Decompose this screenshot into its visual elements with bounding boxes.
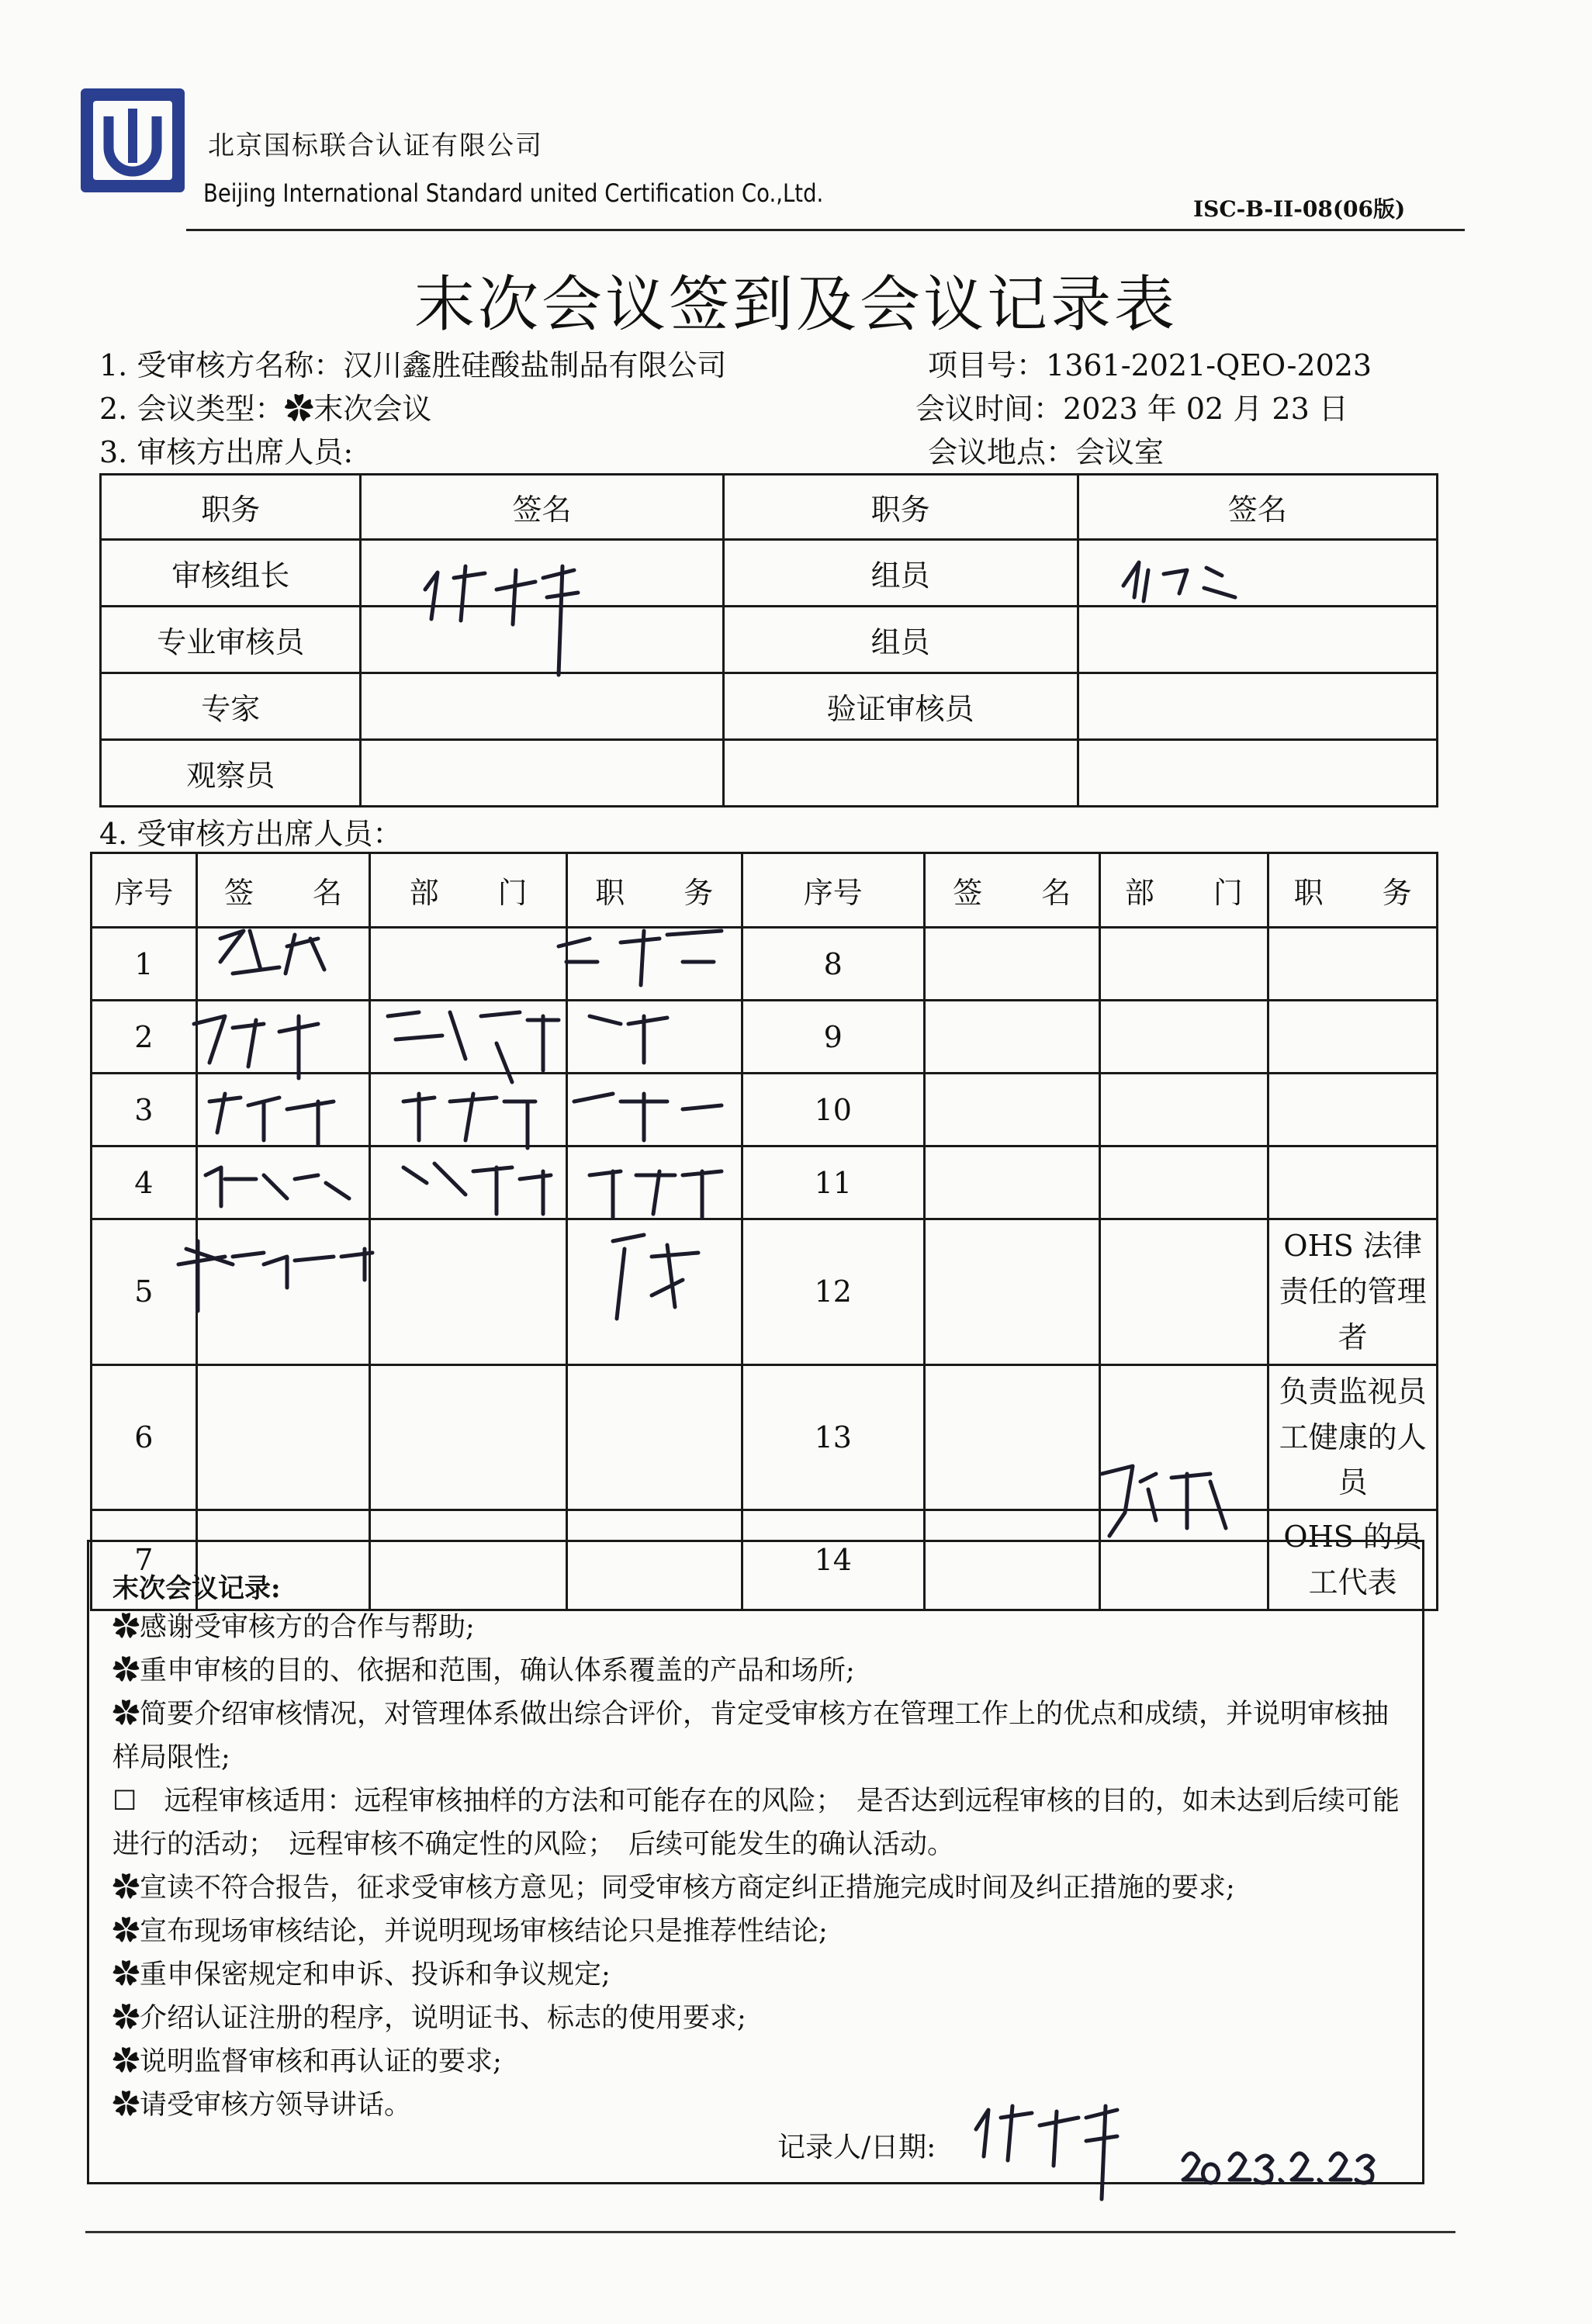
signature-cell [1078,740,1437,807]
meeting-type-value: ✿末次会议 [284,392,432,426]
project-line [928,341,1372,384]
meeting-records-box [87,1540,1424,2184]
company-name-en: Beijing International Standard united Certification Co.,Ltd. [203,178,824,208]
role-cell: 验证审核员 [723,673,1078,740]
row-number: 6 [92,1364,197,1510]
signature-cell [1078,540,1437,607]
row-number: 2 [92,1001,197,1074]
header-signature: 签名 [1078,475,1437,540]
record-item: ✿介绍认证注册的程序，说明证书、标志的使用要求; [112,2003,746,2034]
meeting-place-line [928,428,1164,471]
signature-cell [1078,673,1437,740]
header-divider [186,229,1465,231]
meeting-type-label: 2. 会议类型： [99,392,285,426]
role-cell: 审核组长 [101,540,361,607]
row-number: 13 [742,1364,924,1510]
row-number: 12 [742,1219,924,1365]
signature-cell [196,1001,370,1074]
position-cell [1268,928,1438,1001]
record-item: ✿重申保密规定和申诉、投诉和争议规定; [112,1959,611,1990]
row-number: 9 [742,1001,924,1074]
record-item: ✿重申审核的目的、依据和范围，确认体系覆盖的产品和场所; [112,1655,855,1686]
signature-cell [924,1364,1099,1510]
row-number: 4 [92,1146,197,1219]
row-number: 11 [742,1146,924,1219]
signature-cell [196,928,370,1001]
department-cell [370,1146,567,1219]
position-cell [566,928,742,1001]
header-no: 序号 [742,853,924,928]
auditee-value: 汉川鑫胜硅酸盐制品有限公司 [343,348,727,382]
auditee-name-line [99,341,726,384]
meeting-place-label: 会议地点： [928,435,1076,469]
auditee-label: 1. 受审核方名称： [99,348,344,382]
signature-cell [924,928,1099,1001]
record-item: ✿宣布现场审核结论，并说明现场审核结论只是推荐性结论; [112,1916,828,1947]
role-cell: 专家 [101,673,361,740]
position-cell [1268,1146,1438,1219]
table-row [92,1074,1438,1146]
position-cell: OHS 的员工代表 [1268,1510,1438,1610]
row-number: 1 [92,928,197,1001]
role-cell: 观察员 [101,740,361,807]
company-logo [78,85,188,195]
department-cell [370,1364,567,1510]
signature-cell [1078,607,1437,673]
auditee-attendees-label: 4. 受审核方出席人员： [99,817,403,851]
signature-cell [924,1074,1099,1146]
role-cell: 组员 [723,540,1078,607]
record-item: ☐ 远程审核适用：远程审核抽样的方法和可能存在的风险； 是否达到远程审核的目的，如未达到后续可能进行的活动； 远程审核不确定性的风险； 后续可能发生的确认活动。 [112,1786,1400,1860]
record-item: ✿简要介绍审核情况，对管理体系做出综合评价，肯定受审核方在管理工作上的优点和成绩，并说明审核抽样局限性; [112,1699,1390,1773]
header-department: 部 门 [1099,853,1268,928]
meeting-time-line [915,385,1348,427]
page-title: 末次会议签到及会议记录表 [414,270,1178,340]
auditor-attendees-label: 3. 审核方出席人员: [99,435,354,469]
department-cell [370,928,567,1001]
signature-cell [361,673,723,740]
position-cell [566,1364,742,1510]
table-row [92,1146,1438,1219]
table-row [92,1001,1438,1074]
department-cell [370,1074,567,1146]
header-position: 职 务 [566,853,742,928]
signature-cell [196,1219,370,1365]
header-role: 职务 [723,475,1078,540]
meeting-type-line [99,385,431,427]
role-cell [723,740,1078,807]
department-cell [1099,928,1268,1001]
signature-cell [196,1364,370,1510]
record-item: ✿说明监督审核和再认证的要求; [112,2046,502,2077]
meeting-place-value: 会议室 [1075,435,1165,469]
department-cell [370,1219,567,1365]
auditee-table [90,852,1438,1611]
record-item: ✿请受审核方领导讲话。 [112,2090,412,2121]
signature-cell [361,740,723,807]
footer-divider [85,2231,1455,2233]
header-signature: 签 名 [196,853,370,928]
signature-cell [196,1146,370,1219]
signature-cell [924,1219,1099,1365]
signature-cell [361,540,723,607]
position-cell [566,1001,742,1074]
row-number: 8 [742,928,924,1001]
recorder-label: 记录人/日期: [777,2132,936,2163]
department-cell [1099,1364,1268,1510]
department-cell [1099,1146,1268,1219]
position-cell [1268,1074,1438,1146]
row-number: 7 [92,1510,197,1610]
header-position: 职 务 [1268,853,1438,928]
signature-cell [361,607,723,673]
position-cell [1268,1001,1438,1074]
department-cell [1099,1219,1268,1365]
role-cell: 专业审核员 [101,607,361,673]
department-cell [370,1001,567,1074]
form-code: ISC-B-II-08(06版) [1193,196,1406,222]
header-no: 序号 [92,853,197,928]
position-cell: OHS 法律责任的管理者 [1268,1219,1438,1365]
record-item: ✿感谢受审核方的合作与帮助; [112,1612,475,1643]
row-number: 14 [742,1510,924,1610]
position-cell [566,1146,742,1219]
meeting-time-value: 2023 年 02 月 23 日 [1063,392,1348,426]
signature-cell [924,1146,1099,1219]
position-cell: 负责监视员工健康的人员 [1268,1364,1438,1510]
header-signature: 签名 [361,475,723,540]
project-label: 项目号： [928,348,1047,382]
position-cell [566,1219,742,1365]
signature-cell [924,1001,1099,1074]
table-row [92,928,1438,1001]
table-row [92,1219,1438,1365]
meeting-time-label: 会议时间： [915,392,1064,426]
row-number: 5 [92,1219,197,1365]
header-role: 职务 [101,475,361,540]
header-department: 部 门 [370,853,567,928]
records-title: 末次会议记录: [112,1573,281,1604]
table-row [92,1364,1438,1510]
position-cell [566,1074,742,1146]
department-cell [1099,1001,1268,1074]
header-signature: 签 名 [924,853,1099,928]
auditor-table [99,473,1438,808]
project-value: 1361-2021-QEO-2023 [1046,348,1372,382]
row-number: 10 [742,1074,924,1146]
department-cell [1099,1074,1268,1146]
role-cell: 组员 [723,607,1078,673]
row-number: 3 [92,1074,197,1146]
record-item: ✿宣读不符合报告，征求受审核方意见；同受审核方商定纠正措施完成时间及纠正措施的要求; [112,1873,1235,1904]
company-name-cn: 北京国标联合认证有限公司 [208,130,543,161]
signature-cell [196,1074,370,1146]
